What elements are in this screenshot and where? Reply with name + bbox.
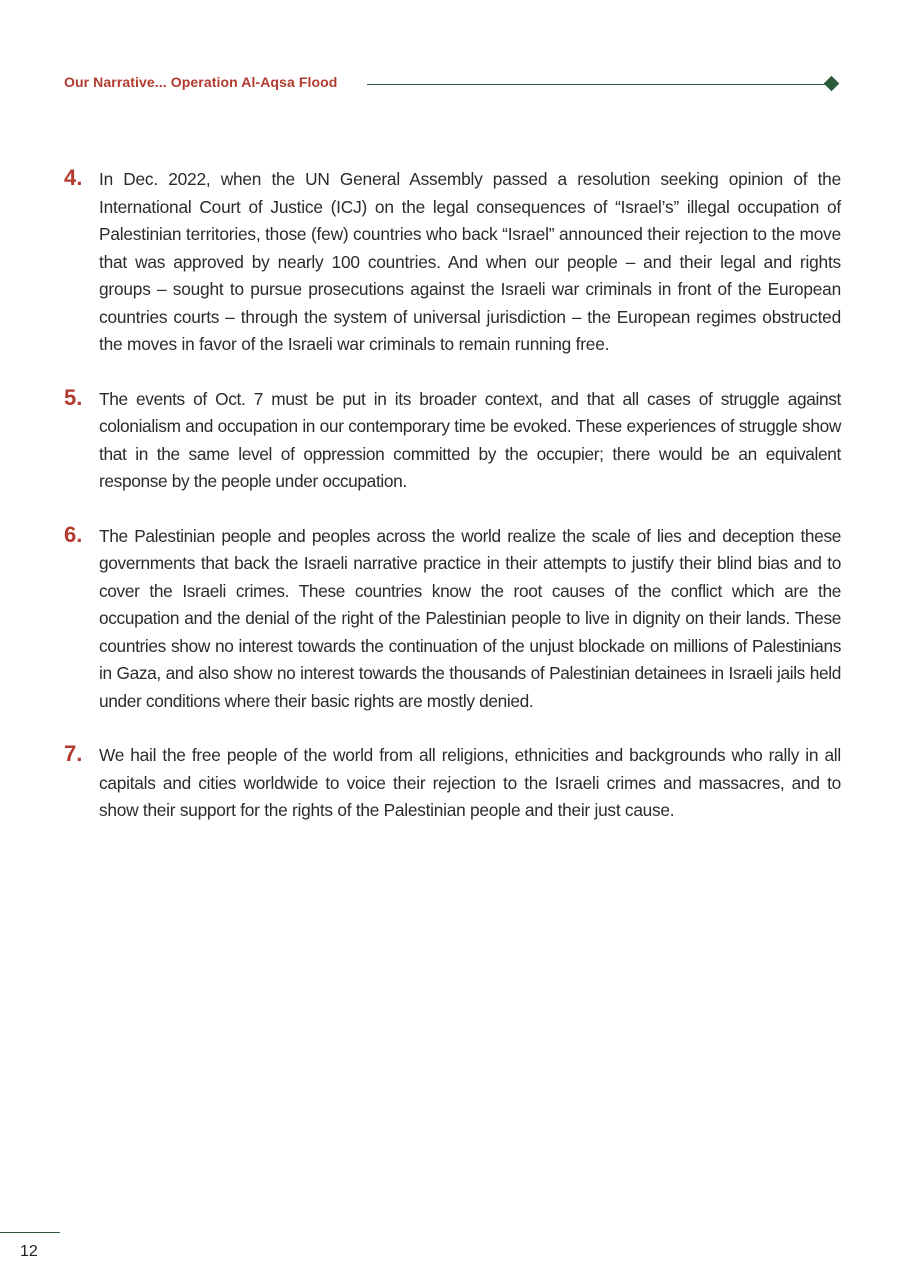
item-number: 4. [64,165,83,190]
item-number: 7. [64,741,83,766]
list-item [64,386,841,496]
item-number: 5. [64,384,83,410]
item-text: The events of Oct. 7 must be put in its broader context, and that all cases of struggle against colonialism and occupation in our contemporary time be evoked. These experiences of struggle show that in the same level of oppression committed by the occupier; there would be an equivalent response by the people under occupation. [99,388,841,491]
list-item [64,742,841,825]
list-item [64,523,841,716]
diamond-icon [824,76,840,92]
footer-rule [0,1232,60,1233]
list-item [64,166,841,359]
running-header [64,72,842,96]
header-rule [367,84,829,85]
page-number: 12 [20,1243,38,1260]
numbered-list [64,166,841,825]
item-number: 6. [64,521,83,547]
item-text: We hail the free people of the world from all religions, ethnicities and backgrounds who rally in all capitals and cities worldwide to voice their rejection to the Israeli crimes and massacres, and to show their support for the rights of the Palestinian people and their just cause. [99,745,841,820]
header-title: Our Narrative... Operation Al-Aqsa Flood [64,74,338,90]
item-text: In Dec. 2022, when the UN General Assembly passed a resolution seeking opinion of the International Court of Justice (ICJ) on the legal consequences of “Israel’s” illegal occupation of Palestinian territories, those (few) countries who back “Israel” announced their rejection to the move that was approved by nearly 100 countries. And when our people – and their legal and rights groups – sought to pursue prosecutions against the Israeli war criminals in front of the European countries courts – through the system of universal jurisdiction – the European regimes obstructed the moves in favor of the Israeli war criminals to remain running free. [99,169,841,354]
item-text: The Palestinian people and peoples across the world realize the scale of lies and deception these governments that back the Israeli narrative practice in their attempts to justify their blind bias and to cover the Israeli crimes. These countries know the root causes of the conflict which are the occupation and the denial of the right of the Palestinian people to live in dignity on their lands. These countries show no interest towards the continuation of the unjust blockade on millions of Palestinians in Gaza, and also show no interest towards the thousands of Palestinian detainees in Israeli jails held under conditions where their basic rights are mostly denied. [99,525,841,711]
